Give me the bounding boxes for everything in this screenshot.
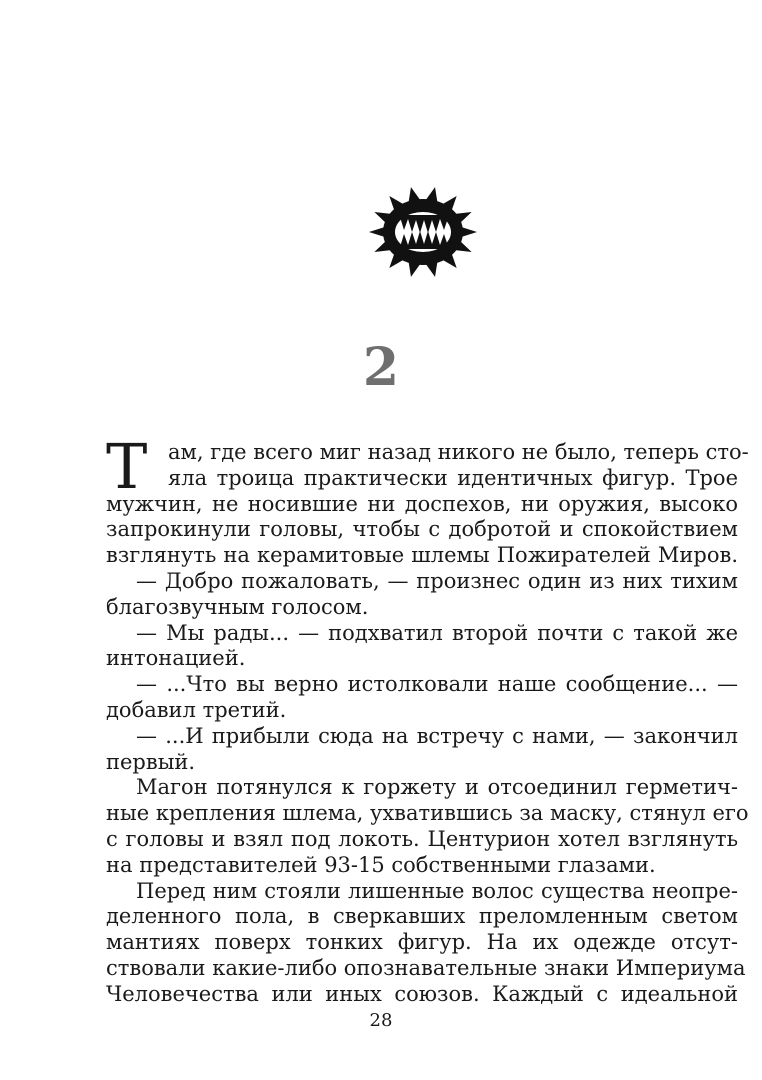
body-text [106,430,749,1008]
chapter-number: 2 [362,337,400,398]
text-line: мужчин, не носившие ни доспехов, ни оружия, высоко [106,491,738,516]
text-line: яла троица практически идентичных фигур. Трое [168,465,738,490]
page-number: 28 [369,1010,393,1031]
text-line: Магон потянулся к горжету и отсоединил герметич- [136,775,738,800]
text-line: взглянуть на керамитовые шлемы Пожирателей Миров. [106,543,738,568]
text-line: — ...Что вы верно истолковали наше сообщение... — [136,672,738,697]
text-line: добавил третий. [106,697,287,722]
text-line: Человечества или иных союзов. Каждый с идеальной [106,981,738,1006]
text-line: ные крепления шлема, ухватившись за маску, стянул его [106,801,749,826]
text-line: первый. [106,749,196,774]
text-line: Перед ним стояли лишенные волос существа неопре- [136,878,738,903]
text-line: с головы и взял под локоть. Центурион хотел взглянуть [106,826,738,851]
text-line: ствовали какие-либо опознавательные знаки Империума [106,955,746,980]
spiked-ring-emblem-icon [366,184,480,280]
text-line: ам, где всего миг назад никого не было, теперь сто- [168,440,749,464]
text-line: — Добро пожаловать, — произнес один из них тихим [136,568,738,593]
text-line: — ...И прибыли сюда на встречу с нами, — закончил [136,723,738,748]
text-line: на представителей 93-15 собственными глазами. [106,852,656,877]
text-line: интонацией. [106,646,246,671]
text-line: благозвучным голосом. [106,594,369,619]
text-line: деленного пола, в сверкавших преломленным светом [106,904,738,929]
text-line: мантиях поверх тонких фигур. На их одежде отсут- [106,930,738,955]
text-line: — Мы рады... — подхватил второй почти с такой же [136,620,738,645]
drop-cap: Т [106,430,148,503]
text-line: запрокинули головы, чтобы с добротой и спокойствием [106,517,738,542]
